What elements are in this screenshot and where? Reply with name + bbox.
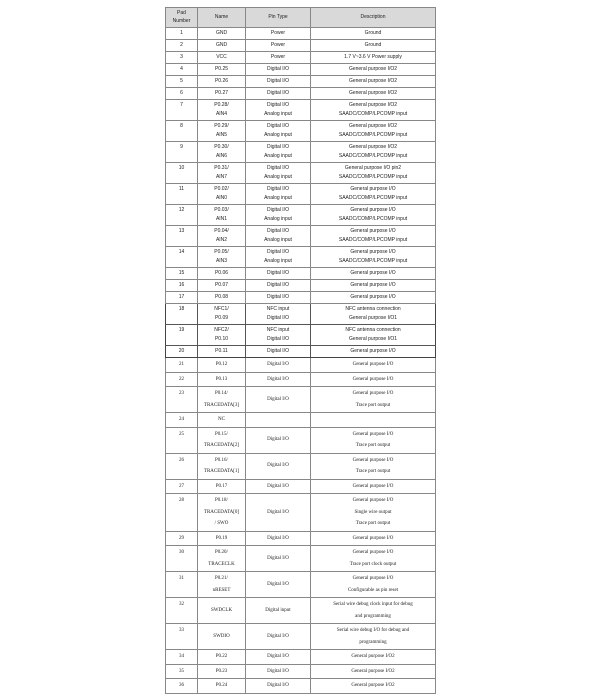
table-row xyxy=(166,598,436,624)
pad-number-cell: 4 xyxy=(166,64,198,76)
pad-number-cell: 6 xyxy=(166,88,198,100)
pin-name-cell: P0.21/ nRESET xyxy=(198,572,246,598)
pin-type-cell: Digital I/O xyxy=(246,372,311,387)
table-row xyxy=(166,292,436,304)
table-header-row xyxy=(166,8,436,28)
pin-name-cell: P0.26 xyxy=(198,76,246,88)
table-row xyxy=(166,28,436,40)
pad-number-cell: 14 xyxy=(166,247,198,268)
description-cell: General purpose I/O SAADC/COMP/LPCOMP input xyxy=(311,184,436,205)
pin-type-cell: Digital I/O xyxy=(246,64,311,76)
table-row xyxy=(166,247,436,268)
pin-type-cell: Digital I/O xyxy=(246,358,311,373)
pin-name-cell: P0.17 xyxy=(198,479,246,494)
pin-name-cell: SWDCLK xyxy=(198,598,246,624)
description-cell: General purpose I/O Single wire output Trace port output xyxy=(311,494,436,532)
description-cell: Serial wire debug I/O for debug and programming xyxy=(311,624,436,650)
pin-name-cell: P0.04/ AIN2 xyxy=(198,226,246,247)
table-row xyxy=(166,163,436,184)
description-cell: General purpose I/O SAADC/COMP/LPCOMP input xyxy=(311,247,436,268)
pad-number-cell: 20 xyxy=(166,346,198,358)
description-cell: General purpose I/O2 xyxy=(311,76,436,88)
description-cell: Ground xyxy=(311,28,436,40)
pin-name-cell: P0.11 xyxy=(198,346,246,358)
description-cell: General purpose I/O2 xyxy=(311,679,436,694)
pin-name-cell: P0.18/ TRACEDATA[0] / SWO xyxy=(198,494,246,532)
pin-type-cell: Digital I/O xyxy=(246,479,311,494)
pad-number-cell: 28 xyxy=(166,494,198,532)
pin-name-cell: P0.13 xyxy=(198,372,246,387)
pad-number-cell: 8 xyxy=(166,121,198,142)
pad-number-cell: 18 xyxy=(166,304,198,325)
table-row xyxy=(166,494,436,532)
description-cell: General purpose I/O Trace port output xyxy=(311,387,436,413)
description-cell: General purpose I/O Configurable as pin reset xyxy=(311,572,436,598)
pad-number-cell: 30 xyxy=(166,546,198,572)
table-row xyxy=(166,205,436,226)
pin-type-cell: Power xyxy=(246,40,311,52)
description-cell: General purpose I/O SAADC/COMP/LPCOMP input xyxy=(311,205,436,226)
table-row xyxy=(166,280,436,292)
pin-type-cell: Digital I/O Analog input xyxy=(246,142,311,163)
pin-type-cell: Digital I/O xyxy=(246,76,311,88)
description-cell: General purpose I/O2 SAADC/COMP/LPCOMP input xyxy=(311,121,436,142)
pin-type-cell: Digital input xyxy=(246,598,311,624)
pin-type-cell: Digital I/O Analog input xyxy=(246,163,311,184)
description-cell: General purpose I/O xyxy=(311,372,436,387)
description-cell: General purpose I/O2 xyxy=(311,88,436,100)
pin-type-cell: Digital I/O Analog input xyxy=(246,205,311,226)
pin-name-cell: P0.06 xyxy=(198,268,246,280)
pin-type-cell: Digital I/O xyxy=(246,268,311,280)
table-row xyxy=(166,479,436,494)
pin-name-cell: P0.14/ TRACEDATA[3] xyxy=(198,387,246,413)
description-cell: General purpose I/O SAADC/COMP/LPCOMP input xyxy=(311,226,436,247)
pin-name-cell: P0.28/ AIN4 xyxy=(198,100,246,121)
table-row xyxy=(166,304,436,325)
table-row xyxy=(166,76,436,88)
pad-number-cell: 19 xyxy=(166,325,198,346)
pad-number-cell: 7 xyxy=(166,100,198,121)
description-cell: General purpose I/O2 SAADC/COMP/LPCOMP input xyxy=(311,100,436,121)
pin-name-cell: P0.08 xyxy=(198,292,246,304)
table-row xyxy=(166,64,436,76)
description-cell: General purpose I/O2 xyxy=(311,64,436,76)
description-cell: General purpose I/O Trace port clock output xyxy=(311,546,436,572)
pad-number-cell: 24 xyxy=(166,413,198,428)
description-cell: General purpose I/O2 xyxy=(311,650,436,665)
description-cell: General purpose I/O xyxy=(311,346,436,358)
pin-name-cell: P0.05/ AIN3 xyxy=(198,247,246,268)
table-row xyxy=(166,268,436,280)
description-cell: General purpose I/O Trace port output xyxy=(311,427,436,453)
pad-number-cell: 26 xyxy=(166,453,198,479)
pin-name-cell: P0.24 xyxy=(198,679,246,694)
pin-type-cell: Digital I/O Analog input xyxy=(246,247,311,268)
pad-number-cell: 11 xyxy=(166,184,198,205)
pad-number-cell: 31 xyxy=(166,572,198,598)
pin-type-cell: Digital I/O Analog input xyxy=(246,100,311,121)
pin-name-cell: P0.23 xyxy=(198,664,246,679)
pad-number-cell: 29 xyxy=(166,531,198,546)
description-cell: General purpose I/O xyxy=(311,292,436,304)
pad-number-cell: 23 xyxy=(166,387,198,413)
table-row xyxy=(166,453,436,479)
pin-type-cell xyxy=(246,413,311,428)
description-cell: General purpose I/O xyxy=(311,280,436,292)
pin-name-cell: P0.07 xyxy=(198,280,246,292)
pad-number-cell: 9 xyxy=(166,142,198,163)
pad-number-cell: 5 xyxy=(166,76,198,88)
table-row xyxy=(166,88,436,100)
pin-name-cell: P0.29/ AIN5 xyxy=(198,121,246,142)
pin-name-cell: P0.30/ AIN6 xyxy=(198,142,246,163)
pin-name-cell: P0.27 xyxy=(198,88,246,100)
pin-type-cell: Digital I/O xyxy=(246,664,311,679)
pin-type-cell: Digital I/O xyxy=(246,346,311,358)
table-row xyxy=(166,387,436,413)
pin-type-cell: Digital I/O xyxy=(246,650,311,665)
pin-name-cell: NFC2/ P0.10 xyxy=(198,325,246,346)
table-row xyxy=(166,358,436,373)
description-cell: General purpose I/O Trace port output xyxy=(311,453,436,479)
pad-number-cell: 3 xyxy=(166,52,198,64)
pad-number-cell: 10 xyxy=(166,163,198,184)
table-row xyxy=(166,100,436,121)
table-row xyxy=(166,52,436,64)
pin-name-cell: P0.03/ AIN1 xyxy=(198,205,246,226)
pin-name-cell: NC xyxy=(198,413,246,428)
table-row xyxy=(166,413,436,428)
pin-type-cell: Digital I/O xyxy=(246,88,311,100)
table-row xyxy=(166,624,436,650)
header-description: Description xyxy=(311,8,436,28)
description-cell: General purpose I/O xyxy=(311,531,436,546)
table-row xyxy=(166,325,436,346)
description-cell: General purpose I/O xyxy=(311,268,436,280)
table-row xyxy=(166,372,436,387)
pin-type-cell: Digital I/O xyxy=(246,280,311,292)
pin-type-cell: Digital I/O xyxy=(246,494,311,532)
description-cell xyxy=(311,413,436,428)
pad-number-cell: 25 xyxy=(166,427,198,453)
pin-type-cell: Digital I/O xyxy=(246,531,311,546)
description-cell: NFC antenna connection General purpose I/O1 xyxy=(311,325,436,346)
description-cell: 1.7 V~3.6 V Power supply xyxy=(311,52,436,64)
pin-name-cell: P0.31/ AIN7 xyxy=(198,163,246,184)
pin-type-cell: Digital I/O Analog input xyxy=(246,121,311,142)
description-cell: General purpose I/O2 xyxy=(311,664,436,679)
pin-type-cell: Power xyxy=(246,52,311,64)
pad-number-cell: 15 xyxy=(166,268,198,280)
table-row xyxy=(166,142,436,163)
table-row xyxy=(166,226,436,247)
pin-type-cell: Digital I/O xyxy=(246,427,311,453)
pad-number-cell: 32 xyxy=(166,598,198,624)
pin-type-cell: Digital I/O xyxy=(246,453,311,479)
description-cell: Serial wire debug clock input for debug and programming xyxy=(311,598,436,624)
table-row xyxy=(166,664,436,679)
pin-type-cell: Digital I/O xyxy=(246,546,311,572)
pad-number-cell: 13 xyxy=(166,226,198,247)
description-cell: NFC antenna connection General purpose I/O1 xyxy=(311,304,436,325)
table-row xyxy=(166,346,436,358)
pad-number-cell: 22 xyxy=(166,372,198,387)
description-cell: General purpose I/O xyxy=(311,358,436,373)
pad-number-cell: 33 xyxy=(166,624,198,650)
description-cell: General purpose I/O pin2 SAADC/COMP/LPCOMP input xyxy=(311,163,436,184)
pin-name-cell: VCC xyxy=(198,52,246,64)
pad-number-cell: 2 xyxy=(166,40,198,52)
table-row xyxy=(166,531,436,546)
header-pad-number: Pad Number xyxy=(166,8,198,28)
table-row xyxy=(166,427,436,453)
pin-type-cell: NFC input Digital I/O xyxy=(246,304,311,325)
table-row xyxy=(166,546,436,572)
header-name: Name xyxy=(198,8,246,28)
pin-type-cell: Digital I/O xyxy=(246,387,311,413)
pin-type-cell: Power xyxy=(246,28,311,40)
pad-number-cell: 17 xyxy=(166,292,198,304)
pin-name-cell: P0.12 xyxy=(198,358,246,373)
pin-name-cell: P0.15/ TRACEDATA[2] xyxy=(198,427,246,453)
pin-type-cell: Digital I/O xyxy=(246,679,311,694)
pin-name-cell: GND xyxy=(198,28,246,40)
description-cell: Ground xyxy=(311,40,436,52)
description-cell: General purpose I/O xyxy=(311,479,436,494)
pin-type-cell: Digital I/O xyxy=(246,624,311,650)
pin-name-cell: P0.16/ TRACEDATA[1] xyxy=(198,453,246,479)
pin-type-cell: Digital I/O Analog input xyxy=(246,226,311,247)
pin-assignment-table xyxy=(165,7,436,694)
pin-name-cell: P0.22 xyxy=(198,650,246,665)
pin-name-cell: GND xyxy=(198,40,246,52)
pin-type-cell: NFC input Digital I/O xyxy=(246,325,311,346)
pin-type-cell: Digital I/O xyxy=(246,292,311,304)
table-row xyxy=(166,40,436,52)
pin-name-cell: P0.02/ AIN0 xyxy=(198,184,246,205)
pad-number-cell: 16 xyxy=(166,280,198,292)
table-row xyxy=(166,121,436,142)
pad-number-cell: 27 xyxy=(166,479,198,494)
pad-number-cell: 12 xyxy=(166,205,198,226)
pad-number-cell: 36 xyxy=(166,679,198,694)
table-row xyxy=(166,184,436,205)
pin-name-cell: P0.25 xyxy=(198,64,246,76)
table-row xyxy=(166,572,436,598)
pin-name-cell: P0.20/ TRACECLK xyxy=(198,546,246,572)
pad-number-cell: 34 xyxy=(166,650,198,665)
header-pin-type: Pin Type xyxy=(246,8,311,28)
pad-number-cell: 1 xyxy=(166,28,198,40)
pin-name-cell: NFC1/ P0.09 xyxy=(198,304,246,325)
table-row xyxy=(166,650,436,665)
pin-name-cell: SWDIO xyxy=(198,624,246,650)
table-row xyxy=(166,679,436,694)
pad-number-cell: 21 xyxy=(166,358,198,373)
description-cell: General purpose I/O2 SAADC/COMP/LPCOMP input xyxy=(311,142,436,163)
pin-name-cell: P0.19 xyxy=(198,531,246,546)
pad-number-cell: 35 xyxy=(166,664,198,679)
pin-type-cell: Digital I/O xyxy=(246,572,311,598)
pin-type-cell: Digital I/O Analog input xyxy=(246,184,311,205)
